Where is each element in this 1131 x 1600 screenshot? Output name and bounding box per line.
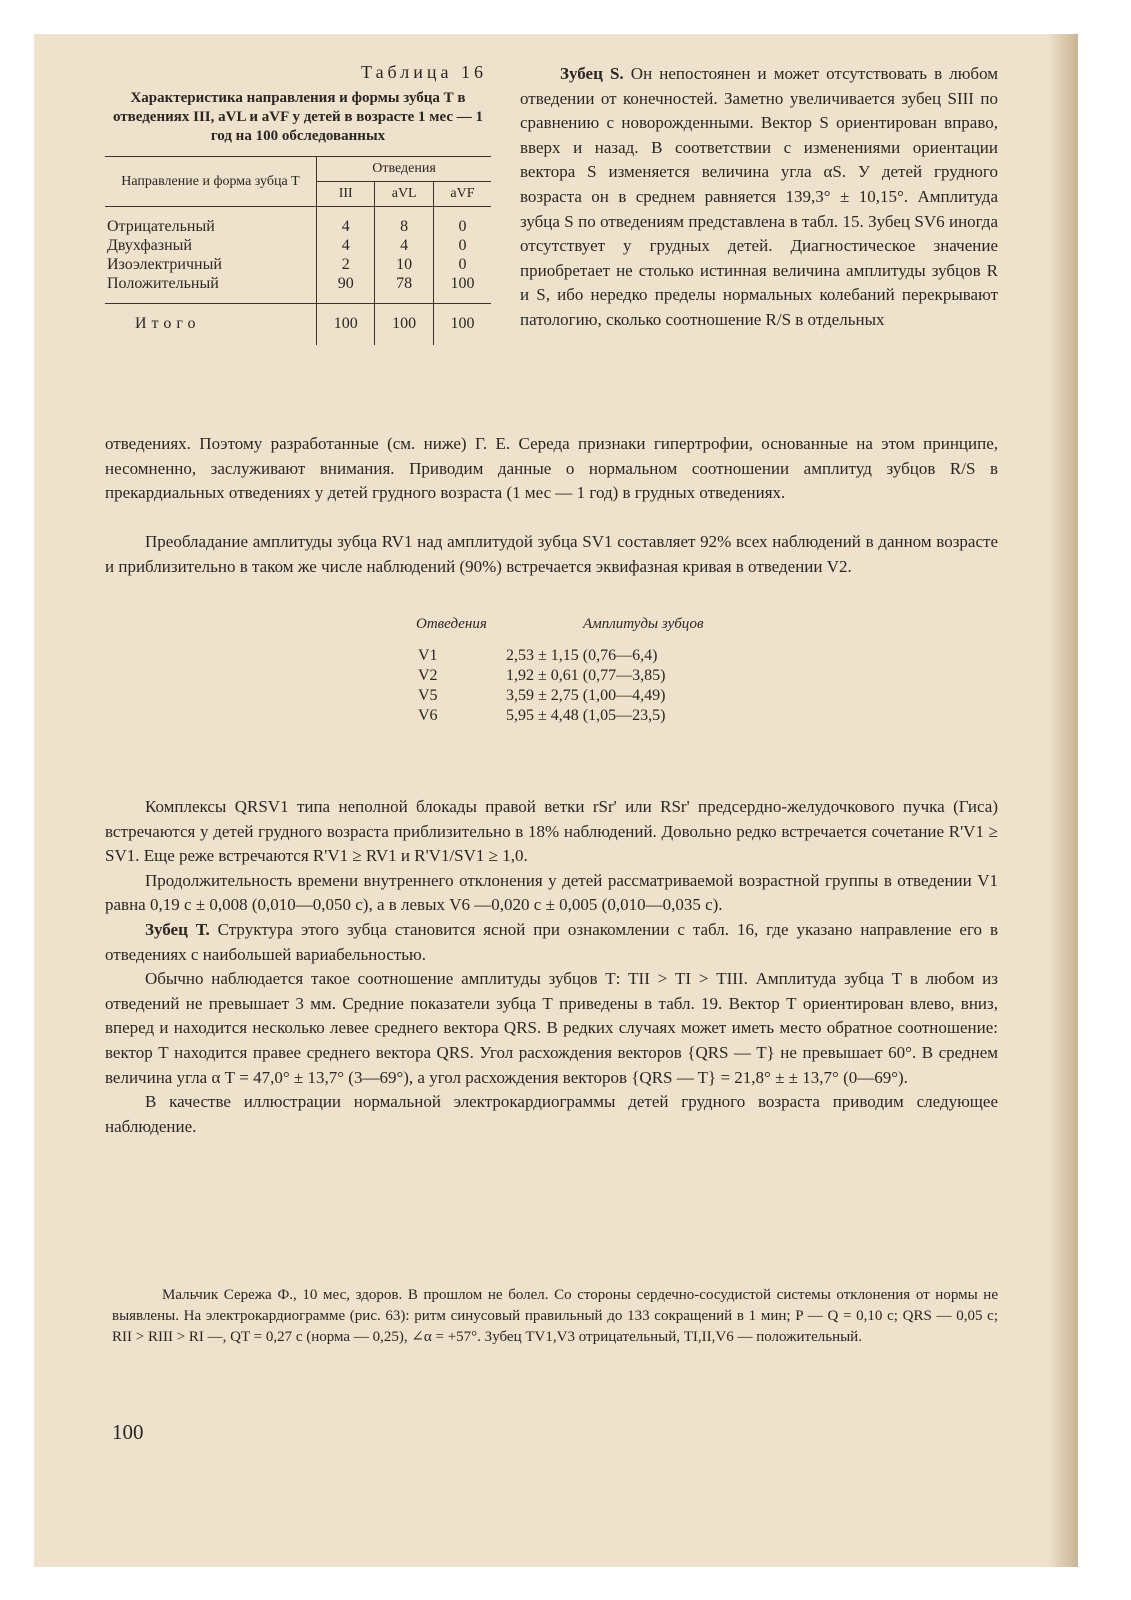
table-cell: 10 (375, 255, 433, 274)
table-title: Характеристика направления и формы зубца Т в отведениях III, aVL и aVF у детей в возрасте 1 мес — 1 год на 100 обследованных (112, 90, 483, 144)
amplitude-value: 3,59 ± 2,75 (1,00—4,49) (506, 687, 666, 704)
top-section (105, 62, 998, 428)
table-cell: 4 (375, 236, 433, 255)
amplitude-lead: V2 (418, 667, 438, 684)
table-row-header: Направление и форма зубца Т (105, 157, 317, 207)
case-note-text: Мальчик Сережа Ф., 10 мес, здоров. В прошлом не болел. Со стороны сердечно-сосудистой системы отклонения от нормы не выявлены. На электрокардиограмме (рис. 63): ритм синусовый правильный до 133 сокращений в 1 мин; P — Q = 0,10 с; QRS — 0,05 с; RII > RIII > RI —, QT = 0,27 с (норма — 0,25), ∠α = +57°. Зубец ТV1,V3 отрицательный, ТI,II,V6 — положительный. (112, 1287, 998, 1345)
table-cell: 0 (458, 256, 467, 273)
main-text (105, 795, 998, 1139)
amplitude-lead: V5 (418, 687, 438, 704)
table-row-label: Изоэлектричный (105, 255, 317, 274)
amplitudes-header-leads: Отведения (416, 616, 487, 632)
amplitude-row (378, 706, 738, 726)
paragraph-illustration: В качестве иллюстрации нормальной электрокардиограммы детей грудного возраста приводим следующее наблюдение. (105, 1092, 998, 1136)
table-row (105, 255, 491, 274)
amplitudes-header (378, 616, 738, 646)
continued-paragraph (105, 432, 998, 506)
s-wave-heading: Зубец S. (560, 64, 624, 83)
table-row (105, 236, 491, 255)
table-row-label: Двухфазный (105, 236, 317, 255)
amplitude-row (378, 666, 738, 686)
page-number: 100 (112, 1420, 144, 1444)
page-edge-shadow (1048, 34, 1078, 1567)
table-16-grid (105, 156, 491, 345)
table-col-header: III (317, 182, 375, 207)
table-total-label: Итого (105, 304, 317, 346)
amplitudes-list (378, 616, 738, 726)
amplitude-lead: V6 (418, 707, 438, 724)
paragraph-duration: Продолжительность времени внутреннего отклонения у детей рассматриваемой возрастной группы в отведении V1 равна 0,19 с ± 0,008 (0,010—0,050 с), а в левых V6 —0,020 с ± 0,005 (0,010—0,035 с). (105, 870, 998, 915)
table-col-header: aVL (375, 182, 433, 207)
table-cell: 100 (375, 304, 433, 346)
table-cell: 2 (317, 255, 375, 274)
amplitudes-header-values: Амплитуды зубцов (583, 616, 704, 632)
table-total-row (105, 304, 491, 346)
amplitude-row (378, 646, 738, 666)
table-cell: 8 (375, 207, 433, 237)
paragraph-continuation: отведениях. Поэтому разработанные (см. ниже) Г. Е. Середа признаки гипертрофии, основанные на этом принципе, несомненно, заслуживают внимания. Приводим данные о нормальном соотношении амплитуд зубцов R/S в прекардиальных отведениях у детей грудного возраста (1 мес — 1 год) в грудных отведениях. (105, 434, 998, 503)
amplitude-row (378, 686, 738, 706)
table-cell: 0 (458, 218, 467, 235)
table-cell: 100 (317, 304, 375, 346)
amplitude-lead: V1 (418, 647, 438, 664)
table-cell: 100 (433, 274, 491, 304)
amplitude-value: 1,92 ± 0,61 (0,77—3,85) (506, 667, 666, 684)
table-group-header: Отведения (317, 157, 492, 182)
t-wave-text: Структура этого зубца становится ясной при ознакомлении с табл. 16, где указано направление его в отведениях с наибольшей вариабельностью. (105, 919, 998, 964)
table-cell: 78 (375, 274, 433, 304)
paragraph-predominance: Преобладание амплитуды зубца RV1 над амплитудой зубца SV1 составляет 92% всех наблюдений в данном возрасте и приблизительно в таком же числе наблюдений (90%) встречается эквифазная кривая в отведении V2. (105, 532, 998, 576)
table-16 (105, 62, 491, 345)
s-wave-column (520, 62, 998, 333)
table-col-header: aVF (433, 182, 491, 207)
amplitude-value: 2,53 ± 1,15 (0,76—6,4) (506, 647, 658, 664)
table-row-label: Положительный (105, 274, 317, 304)
table-cell: 90 (317, 274, 375, 304)
amplitude-value: 5,95 ± 4,48 (1,05—23,5) (506, 707, 666, 724)
table-caption: Таблица 16 (361, 62, 487, 82)
s-wave-paragraph (520, 62, 998, 333)
s-wave-text: Он непостоянен и может отсутствовать в любом отведении от конечностей. Заметно увеличивается зубец SIII по сравнению с новорожденными. Вектор S ориентирован вправо, вверх и назад. В соответствии с изменениями ориентации вектора S изменяется величина угла αS. У детей грудного возраста он в среднем равняется 139,3° ± 10,15°. Амплитуда зубца S по отведениям представлена в табл. 15. Зубец SV6 иногда отсутствует у грудных детей. Диагностическое значение приобретает не столько истинная величина амплитуды зубцов R и S, ибо нередко пределы нормальных колебаний перекрывают патологию, сколько соотношение R/S в отдельных (520, 64, 999, 329)
case-note (112, 1285, 998, 1348)
predominance-section (105, 530, 998, 579)
table-row-label: Отрицательный (105, 207, 317, 237)
table-cell: 100 (450, 315, 475, 332)
paragraph-t-relation: Обычно наблюдается такое соотношение амплитуды зубцов Т: ТII > ТI > ТIII. Амплитуда зубца Т в любом из отведений не превышает 3 мм. Средние показатели зубца Т приведены в табл. 19. Вектор Т ориентирован влево, вниз, вперед и находится несколько левее среднего вектора QRS. В редких случаях может иметь место обратное соотношение: вектор Т находится правее среднего вектора QRS. Угол расхождения векторов {QRS — T} не превышает 60°. В среднем величина угла α Т = 47,0° ± 13,7° (3—69°), а угол расхождения векторов {QRS — T} = 21,8° ± ± 13,7° (0—69°). (105, 969, 998, 1087)
table-row (105, 274, 491, 304)
table-cell: 4 (317, 236, 375, 255)
paragraph-t-wave (105, 918, 998, 967)
table-cell: 4 (317, 207, 375, 237)
t-wave-heading: Зубец Т. (145, 919, 210, 939)
table-cell: 0 (458, 237, 467, 254)
paragraph-qrs: Комплексы QRSV1 типа неполной блокады правой ветки rSr' или RSr' предсердно-желудочкового пучка (Гиса) встречаются у детей грудного возраста приблизительно в 18% наблюдений. Довольно редко встречается сочетание R'V1 ≥ SV1. Еще реже встречаются R'V1 ≥ RV1 и R'V1/SV1 ≥ 1,0. (105, 797, 998, 866)
table-row (105, 207, 491, 237)
